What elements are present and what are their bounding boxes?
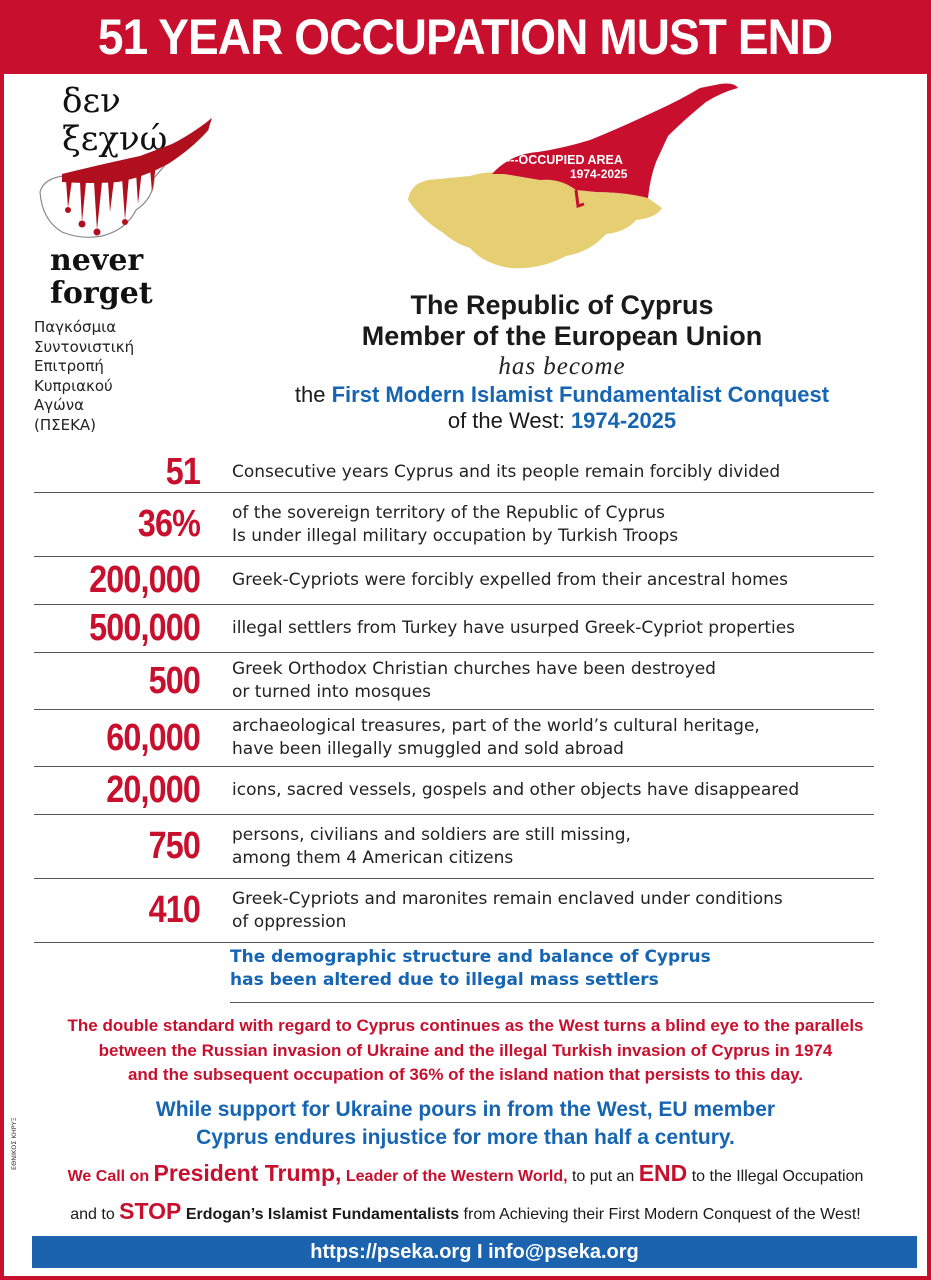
conquest-highlight: First Modern Islamist Fundamentalist Conquest: [331, 382, 830, 407]
stat-line: persons, civilians and soldiers are still missing,: [232, 824, 631, 845]
stat-description: [232, 888, 783, 934]
headline-west-line: [240, 408, 884, 434]
stat-line: icons, sacred vessels, gospels and other objects have disappeared: [232, 780, 800, 800]
map-label-line-2: 1974-2025: [570, 167, 628, 181]
stat-description: [232, 779, 799, 802]
stat-row: [34, 710, 874, 767]
call-erdogan: Erdogan’s Islamist Fundamentalists: [181, 1206, 460, 1223]
org-line: Παγκόσμια: [34, 318, 117, 336]
stat-number: 410: [148, 889, 200, 931]
call-stop: STOP: [119, 1198, 182, 1224]
stat-line: have been illegally smuggled and sold abroad: [232, 739, 624, 759]
stat-number: 36%: [137, 503, 200, 545]
call-line-1: [20, 1156, 911, 1194]
side-credit: [3, 1110, 23, 1170]
stat-number: 51: [165, 450, 200, 493]
stat-line: illegal settlers from Turkey have usurped Greek-Cypriot properties: [232, 618, 796, 638]
call-text: to the Illegal Occupation: [687, 1168, 864, 1185]
double-standard-line-1: The double standard with regard to Cyprus continues as the West turns a blind eye to the parallels: [67, 1016, 864, 1035]
stat-line: Greek-Cypriots and maronites remain enclaved under conditions: [232, 888, 783, 909]
stat-line: of oppression: [232, 911, 347, 932]
stat-line: or turned into mosques: [232, 682, 432, 702]
logo-english-text: [50, 244, 153, 310]
stats-list: [34, 452, 874, 943]
stat-row: [34, 767, 874, 815]
demographic-line-1: The demographic structure and balance of Cyprus: [230, 947, 711, 967]
call-line-2: [20, 1194, 911, 1232]
cyprus-map: [400, 80, 740, 280]
logo-greek-line-2: ξεχνώ: [62, 119, 168, 159]
stat-row: [34, 493, 874, 557]
stat-number: 500: [148, 659, 200, 702]
org-line: Αγώνα: [34, 396, 84, 414]
double-standard-line-2: between the Russian invasion of Ukraine and the illegal Turkish invasion of Cyprus in 1974: [98, 1040, 833, 1060]
stat-row: [34, 452, 874, 493]
footer-contact-bar: [32, 1236, 917, 1268]
stat-row: [34, 815, 874, 879]
stat-description: [232, 569, 788, 592]
headline: [240, 290, 884, 434]
stat-description: [232, 658, 716, 704]
call-end: END: [638, 1160, 688, 1186]
call-president: President Trump,: [153, 1160, 342, 1186]
ukraine-line-2: Cyprus endures injustice for more than half a century.: [196, 1126, 735, 1149]
double-standard-line-3: and the subsequent occupation of 36% of the island nation that persists to this day.: [127, 1065, 804, 1084]
stat-number: 750: [148, 825, 200, 867]
west-years: 1974-2025: [570, 408, 677, 433]
headline-has-become: has become: [498, 353, 626, 380]
map-label-line-1: ---OCCUPIED AREA: [506, 153, 623, 167]
footer-contact[interactable]: https://pseka.org I info@pseka.org: [310, 1240, 639, 1263]
stat-line: Greek-Cypriots were forcibly expelled from their ancestral homes: [232, 570, 788, 590]
org-line: Επιτροπή: [34, 357, 104, 375]
stat-line: Consecutive years Cyprus and its people remain forcibly divided: [232, 461, 781, 482]
stat-row: [34, 605, 874, 653]
stat-number: 20,000: [106, 769, 200, 811]
stat-description: [232, 461, 780, 484]
stat-row: [34, 879, 874, 943]
headline-conquest-line: [240, 382, 884, 408]
call-text: from Achieving their First Modern Conquest of the West!: [459, 1206, 861, 1223]
ukraine-paragraph: [20, 1096, 911, 1152]
conquest-prefix: the: [294, 382, 332, 407]
side-credit-text: ΕΘΝΙΚΟΣ ΚΗΡΥΞ: [10, 1117, 18, 1170]
org-line: Συντονιστική: [34, 337, 135, 356]
stat-line: Is under illegal military occupation by Turkish Troops: [232, 525, 679, 546]
stat-description: [232, 715, 760, 761]
headline-line-2: Member of the European Union: [361, 321, 763, 351]
logo-english-line-1: never: [50, 243, 144, 278]
call-text: and to: [70, 1206, 120, 1223]
demographic-line-2: has been altered due to illegal mass settlers: [230, 970, 659, 990]
stat-description: [232, 617, 795, 640]
stat-description: [232, 502, 678, 548]
organization-name: [34, 318, 204, 435]
headline-line-1: The Republic of Cyprus: [410, 290, 714, 320]
logo-english-line-2: forget: [50, 276, 153, 311]
stat-row: [34, 653, 874, 710]
stat-line: among them 4 American citizens: [232, 847, 514, 868]
west-prefix: of the West:: [447, 408, 571, 433]
stat-number: 500,000: [89, 607, 200, 649]
call-to-action: [20, 1156, 911, 1232]
bleeding-cyprus-icon: [22, 112, 222, 247]
stat-line: of the sovereign territory of the Republic of Cyprus: [232, 502, 665, 523]
call-text: We Call on: [67, 1168, 154, 1185]
stat-row: [34, 557, 874, 605]
stat-number: 200,000: [89, 559, 200, 601]
title-banner: [0, 0, 931, 74]
stat-line: archaeological treasures, part of the world’s cultural heritage,: [232, 716, 760, 736]
org-line: Κυπριακού: [34, 376, 113, 395]
double-standard-paragraph: [20, 1014, 911, 1088]
call-leader: Leader of the Western World,: [341, 1168, 568, 1185]
logo-greek-line-1: δεν: [62, 81, 121, 121]
stat-description: [232, 824, 631, 870]
call-text: to put an: [567, 1168, 639, 1185]
org-line: (ΠΣΕΚΑ): [34, 415, 97, 434]
stat-line: Greek Orthodox Christian churches have been destroyed: [232, 659, 716, 679]
stat-number: 60,000: [106, 716, 200, 759]
banner-title: 51 YEAR OCCUPATION MUST END: [98, 9, 833, 65]
ukraine-line-1: While support for Ukraine pours in from the West, EU member: [155, 1098, 776, 1121]
demographic-note: [230, 946, 874, 1003]
